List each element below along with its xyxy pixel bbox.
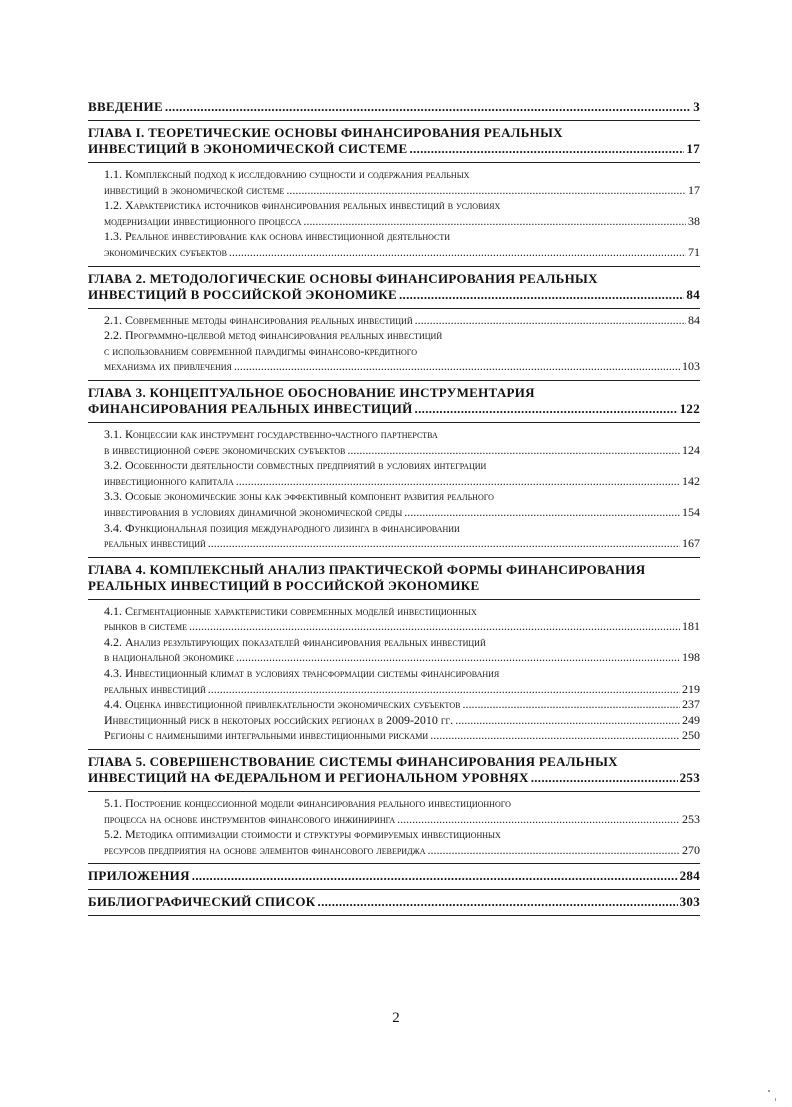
chapter-4-sections [88,604,700,744]
divider [88,308,700,309]
toc-entry-bibliography[interactable] [88,894,700,910]
toc-page: 253 [682,811,700,826]
toc-page: 237 [682,697,700,712]
leader-dots [165,99,691,115]
toc-entry-chapter-5[interactable] [88,754,700,786]
divider [88,791,700,792]
toc-title: 3.4. Функциональная позиция международного лизинга в финансировании [104,520,460,535]
toc-page: 303 [679,894,700,910]
toc-page: 84 [688,312,700,327]
leader-dots [430,728,680,744]
toc-entry-section-1-2[interactable] [104,198,700,229]
toc-title-cont: в инвестиционной сфере экономических субъектов [104,442,346,457]
toc-title: ГЛАВА 5. СОВЕРШЕНСТВОВАНИЕ СИСТЕМЫ ФИНАНСИРОВАНИЯ РЕАЛЬНЫХ [88,754,618,770]
toc-title: ГЛАВА 4. КОМПЛЕКСНЫЙ АНАЛИЗ ПРАКТИЧЕСКОЙ ФОРМЫ ФИНАНСИРОВАНИЯ [88,561,646,577]
toc-page: 142 [682,473,700,488]
leader-dots [397,812,680,828]
toc-title-cont: инвестирования в условиях динамичной экономической среды [104,504,403,519]
toc-entry-section-4-2[interactable] [104,635,700,666]
toc-title-cont: экономических субъектов [104,244,227,259]
toc-title: Регионы с наименьшими интегральными инвестиционными рисками [104,728,429,743]
toc-page: 250 [682,728,700,743]
leader-dots [318,894,678,910]
toc-title-cont: реальных инвестиций [104,536,206,551]
leader-dots [399,287,684,303]
toc-page: 38 [688,213,700,228]
leader-dots [455,713,680,729]
scan-speck [775,1098,776,1101]
toc-title-cont: рынков в системе [104,619,188,634]
toc-entry-chapter-4[interactable] [88,562,700,594]
divider [88,266,700,267]
toc-title: 4.1. Сегментационные характеристики современных моделей инвестиционных [104,603,477,618]
leader-dots [303,214,686,230]
toc-page: 124 [682,442,700,457]
divider [88,749,700,750]
toc-title-cont: модернизации инвестиционного процесса [104,213,302,228]
divider [88,599,700,600]
toc-page: 17 [686,141,700,156]
toc-entry-chapter-3[interactable] [88,385,700,417]
leader-dots [192,868,678,884]
page-number: 2 [392,1010,400,1026]
toc-title-cont: реальных инвестиций [104,681,206,696]
divider [88,162,700,163]
toc-title: ГЛАВА 2. МЕТОДОЛОГИЧЕСКИЕ ОСНОВЫ ФИНАНСИРОВАНИЯ РЕАЛЬНЫХ [88,270,598,286]
toc-title-cont: в национальной экономике [104,650,234,665]
chapter-3-sections [88,427,700,552]
toc-page: 249 [682,712,700,727]
table-of-contents [88,99,700,920]
toc-entry-appendix[interactable] [88,868,700,884]
toc-title: 2.2. Программно-целевой метод финансирования реальных инвестиций [104,328,443,343]
toc-title: БИБЛИОГРАФИЧЕСКИЙ СПИСОК [88,894,316,910]
toc-entry-section-5-1[interactable] [104,796,700,827]
chapter-1-sections [88,167,700,261]
toc-title-cont: ИНВЕСТИЦИЙ В ЭКОНОМИЧЕСКОЙ СИСТЕМЕ [88,141,408,156]
toc-title-cont: инвестиций в экономической системе [104,182,285,197]
leader-dots [208,536,680,552]
toc-title-cont: ИНВЕСТИЦИЙ В РОССИЙСКОЙ ЭКОНОМИКЕ [88,286,397,302]
leader-dots [409,141,684,157]
toc-entry-section-4-1[interactable] [104,604,700,635]
chapter-5-sections [88,796,700,858]
toc-title-cont: ИНВЕСТИЦИЙ НА ФЕДЕРАЛЬНОМ И РЕГИОНАЛЬНОМ УРОВНЯХ [88,770,529,786]
leader-dots [462,697,680,713]
divider [88,120,700,121]
toc-title-cont: РЕАЛЬНЫХ ИНВЕСТИЦИЙ В РОССИЙСКОЙ ЭКОНОМИКЕ [88,577,480,593]
toc-page: 71 [688,244,700,259]
toc-title-cont: ФИНАНСИРОВАНИЯ РЕАЛЬНЫХ ИНВЕСТИЦИЙ [88,400,413,416]
toc-page: 84 [686,286,700,302]
toc-page: 219 [682,681,700,696]
toc-entry-section-3-3[interactable] [104,489,700,520]
toc-entry-chapter-2[interactable] [88,271,700,303]
toc-title: 4.4. Оценка инвестиционной привлекательности экономических субъектов [104,697,461,712]
toc-page: 198 [682,650,700,665]
leader-dots [286,183,686,199]
toc-entry-chapter-1[interactable] [88,125,700,157]
toc-page: 167 [682,536,700,551]
leader-dots [415,313,686,329]
toc-entry-section-5-2[interactable] [104,827,700,858]
toc-page: 253 [679,770,700,786]
toc-title: 1.1. Комплексный подход к исследованию сущности и содержания реальных [104,167,470,181]
toc-entry-section-2-2[interactable] [104,328,700,375]
scan-speck [768,1090,770,1092]
toc-title: 3.1. Концессии как инструмент государственно-частного партнерства [104,426,438,441]
toc-title: ГЛАВА 3. КОНЦЕПТУАЛЬНОЕ ОБОСНОВАНИЕ ИНСТРУМЕНТАРИЯ [88,384,535,400]
toc-page: 122 [679,400,700,416]
divider [88,422,700,423]
leader-dots [229,245,686,261]
divider [88,889,700,890]
divider [88,557,700,558]
leader-dots [234,359,680,375]
toc-entry-section-3-4[interactable] [104,521,700,552]
toc-entry-section-3-1[interactable] [104,427,700,458]
toc-title: 2.1. Современные методы финансирования реальных инвестиций [104,312,413,327]
toc-title: ГЛАВА I. ТЕОРЕТИЧЕСКИЕ ОСНОВЫ ФИНАНСИРОВАНИЯ РЕАЛЬНЫХ [88,125,563,140]
chapter-2-sections [88,313,700,375]
toc-title: 1.3. Реальное инвестирование как основа инвестиционной деятельности [104,229,451,244]
toc-title-cont: с использованием современной парадигмы финансово-кредитного [104,343,417,358]
toc-title: 1.2. Характеристика источников финансирования реальных инвестиций в условиях [104,198,501,213]
toc-title-cont: процесса на основе инструментов финансового инжиниринга [104,811,396,826]
divider [88,863,700,864]
leader-dots [531,770,678,786]
toc-title: 5.1. Построение концессионной модели финансирования реального инвестиционного [104,796,511,811]
toc-page: 103 [682,359,700,374]
toc-page: 17 [688,182,700,197]
leader-dots [404,505,680,521]
toc-page: 284 [679,868,700,884]
leader-dots [236,650,680,666]
leader-dots [236,474,680,490]
toc-title: 3.3. Особые экономические зоны как эффективный компонент развития реального [104,489,494,504]
toc-page: 154 [682,504,700,519]
toc-entry-investment-risk[interactable] [104,713,700,729]
toc-title: ВВЕДЕНИЕ [88,99,163,114]
toc-entry-section-1-3[interactable] [104,229,700,260]
toc-title: 4.2. Анализ результирующих показателей финансирования реальных инвестиций [104,634,486,649]
leader-dots [427,843,680,859]
toc-entry-introduction[interactable] [88,99,700,115]
toc-entry-section-4-4[interactable] [104,697,700,713]
toc-title-cont: инвестиционного капитала [104,473,234,488]
leader-dots [347,443,680,459]
leader-dots [208,682,680,698]
leader-dots [189,619,680,635]
toc-title: ПРИЛОЖЕНИЯ [88,868,190,884]
divider [88,915,700,916]
toc-title: 5.2. Методика оптимизации стоимости и структуры формируемых инвестиционных [104,827,501,842]
toc-title: Инвестиционный риск в некоторых российских регионах в 2009-2010 гг. [104,712,454,727]
toc-page: 270 [682,842,700,857]
divider [88,380,700,381]
toc-title: 4.3. Инвестиционный климат в условиях трансформации системы финансирования [104,666,500,681]
toc-page: 3 [693,99,700,114]
toc-entry-section-2-1[interactable] [104,313,700,329]
toc-title-cont: ресурсов предприятия на основе элементов финансового левериджа [104,842,426,857]
toc-entry-regions-risk[interactable] [104,728,700,744]
toc-title: 3.2. Особенности деятельности совместных предприятий в условиях интеграции [104,458,487,473]
toc-title-cont: механизма их привлечения [104,359,232,374]
toc-entry-section-3-2[interactable] [104,458,700,489]
toc-entry-section-1-1[interactable] [104,167,700,198]
toc-page: 181 [682,619,700,634]
toc-entry-section-4-3[interactable] [104,666,700,697]
leader-dots [415,401,678,417]
